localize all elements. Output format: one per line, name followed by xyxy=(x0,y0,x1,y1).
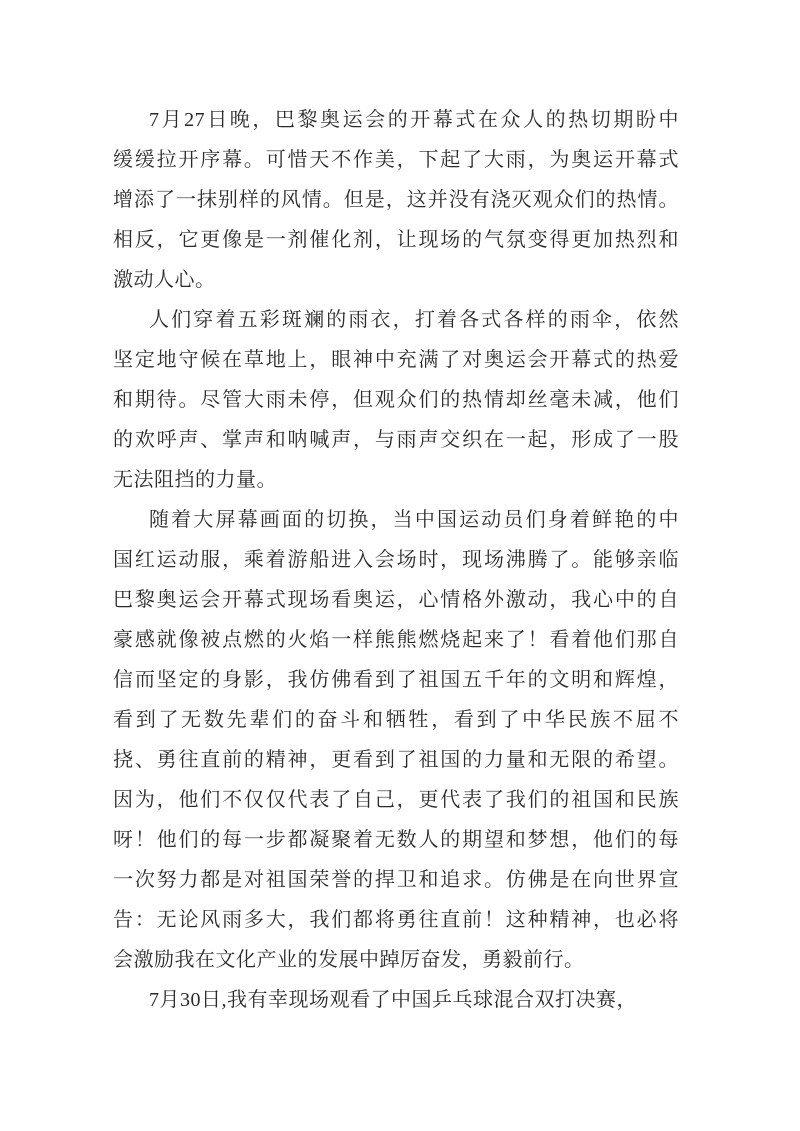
text-line: 坚定地守候在草地上，眼神中充满了对奥运会开幕式的热爱 xyxy=(113,349,679,371)
text-line: 因为，他们不仅仅代表了自己，更代表了我们的祖国和民族 xyxy=(113,789,679,811)
text-line: 增添了一抹别样的风情。但是，这并没有浇灭观众们的热情。 xyxy=(113,189,679,211)
text-line: 会激励我在文化产业的发展中踔厉奋发，勇毅前行。 xyxy=(113,949,585,971)
text-line: 看到了无数先辈们的奋斗和牺牲，看到了中华民族不屈不 xyxy=(113,709,679,731)
text-line: 激动人心。 xyxy=(113,269,216,291)
text-line: 无法阻挡的力量。 xyxy=(113,469,277,491)
text-line: 巴黎奥运会开幕式现场看奥运，心情格外激动，我心中的自 xyxy=(113,589,679,611)
paragraph xyxy=(113,300,679,500)
document-body xyxy=(113,100,679,1020)
text-line: 缓缓拉开序幕。可惜天不作美，下起了大雨，为奥运开幕式 xyxy=(113,149,679,171)
text-line: 人们穿着五彩斑斓的雨衣，打着各式各样的雨伞，依然 xyxy=(149,309,679,331)
text-line: 7月30日,我有幸现场观看了中国乒乓球混合双打决赛， xyxy=(149,989,637,1011)
text-line: 一次努力都是对祖国荣誉的捍卫和追求。仿佛是在向世界宣 xyxy=(113,869,679,891)
text-line: 信而坚定的身影，我仿佛看到了祖国五千年的文明和辉煌， xyxy=(113,669,679,691)
text-line: 随着大屏幕画面的切换，当中国运动员们身着鲜艳的中 xyxy=(149,509,679,531)
text-line: 呀！他们的每一步都凝聚着无数人的期望和梦想，他们的每 xyxy=(113,829,679,851)
paragraph xyxy=(113,500,679,980)
text-line: 和期待。尽管大雨未停，但观众们的热情却丝毫未减，他们 xyxy=(113,389,679,411)
text-line: 挠、勇往直前的精神，更看到了祖国的力量和无限的希望。 xyxy=(113,749,679,771)
paragraph xyxy=(113,100,679,300)
text-line: 7月27日晚，巴黎奥运会的开幕式在众人的热切期盼中 xyxy=(149,109,679,131)
text-line: 告：无论风雨多大，我们都将勇往直前！这种精神，也必将 xyxy=(113,909,679,931)
text-line: 的欢呼声、掌声和呐喊声，与雨声交织在一起，形成了一股 xyxy=(113,429,679,451)
text-line: 国红运动服，乘着游船进入会场时，现场沸腾了。能够亲临 xyxy=(113,549,679,571)
paragraph xyxy=(113,980,679,1020)
text-line: 相反，它更像是一剂催化剂，让现场的气氛变得更加热烈和 xyxy=(113,229,679,251)
text-line: 豪感就像被点燃的火焰一样熊熊燃烧起来了！看着他们那自 xyxy=(113,629,679,651)
